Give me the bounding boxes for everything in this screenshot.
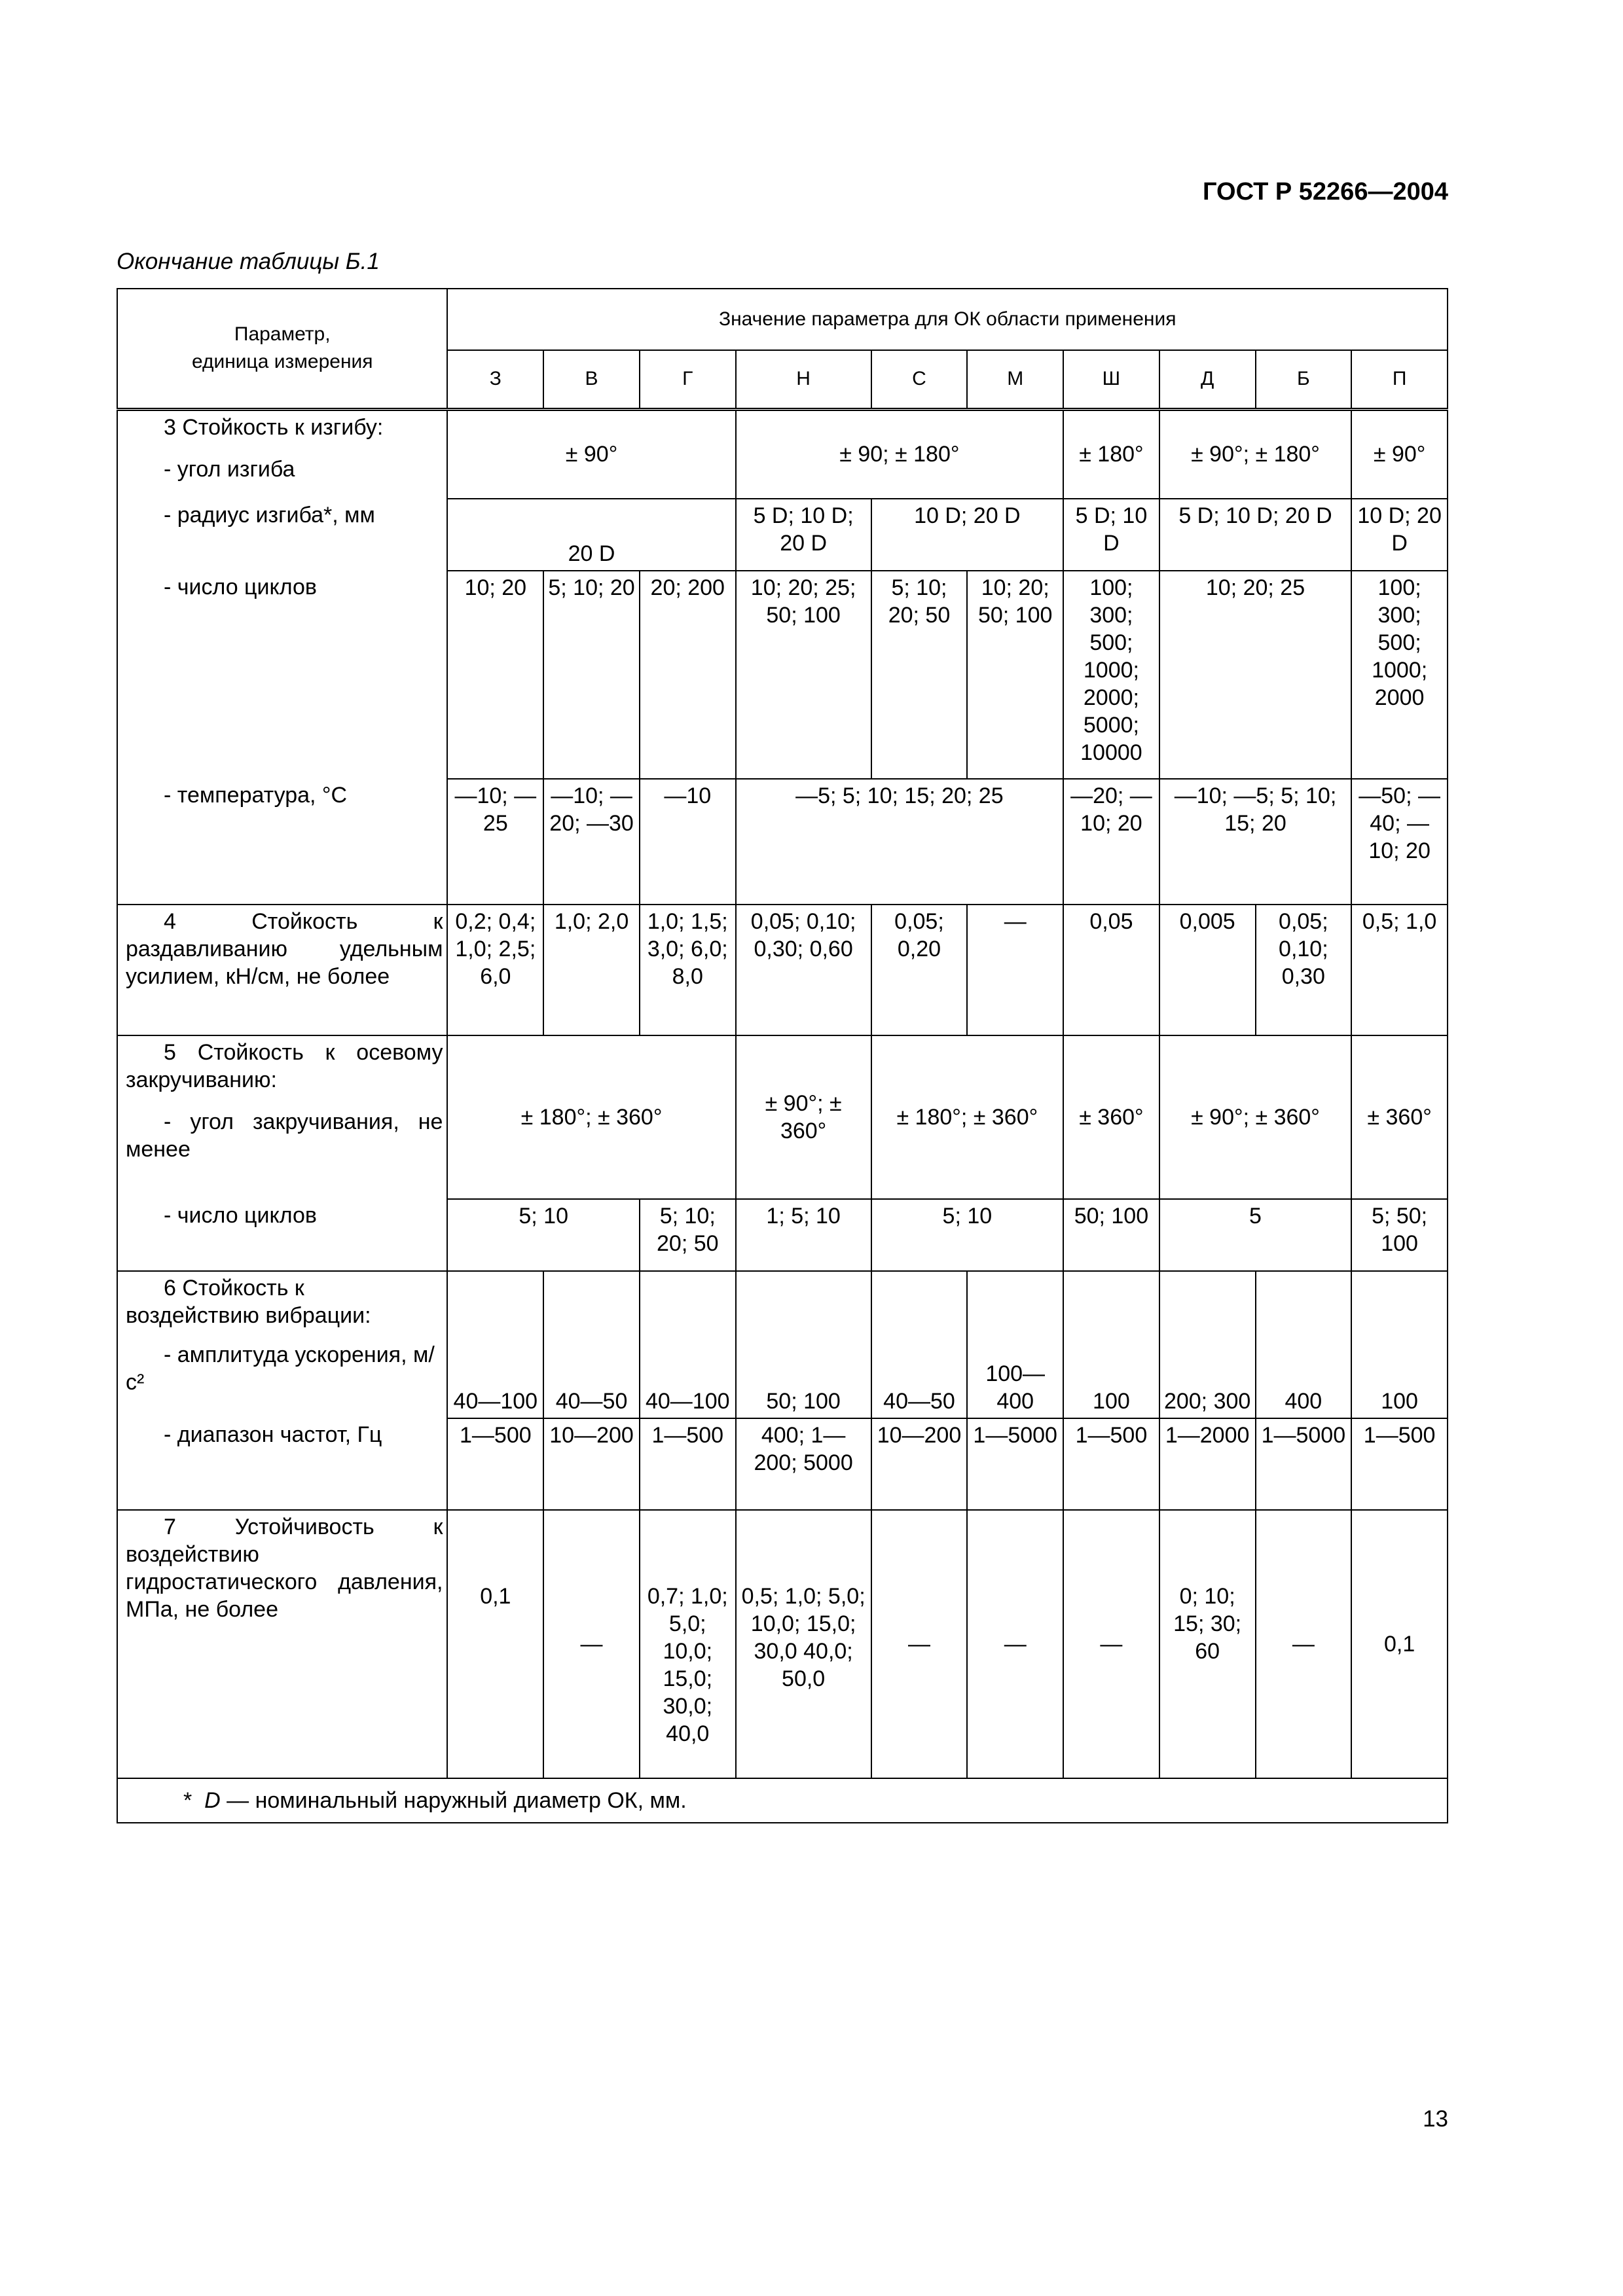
footnote-marker: * [183, 1788, 192, 1813]
value-cell: 100; 300; 500; 1000; 2000; 5000; 10000 [1063, 571, 1159, 779]
value-cell: 400 [1256, 1271, 1352, 1418]
param-cell [117, 779, 447, 905]
value-cell: 5; 10; 20; 50 [871, 571, 968, 779]
value-cell: —10; —25 [447, 779, 543, 905]
column-header: М [967, 350, 1063, 409]
value-cell: 0,1 [447, 1510, 543, 1778]
value-cell: 1,0; 2,0 [543, 905, 640, 1035]
value-cell: ± 180°; ± 360° [447, 1035, 735, 1199]
value-cell: —10 [640, 779, 736, 905]
value-cell: 100—400 [967, 1271, 1063, 1418]
value-cell: 5 D; 10 D [1063, 499, 1159, 571]
value-cell: 10; 20 [447, 571, 543, 779]
value-cell: — [1256, 1510, 1352, 1778]
value-cell: 1—2000 [1159, 1418, 1256, 1510]
value-cell: 10; 20; 50; 100 [967, 571, 1063, 779]
param-cell [117, 409, 447, 499]
column-header: П [1351, 350, 1448, 409]
column-header: Г [640, 350, 736, 409]
value-cell: 5; 50; 100 [1351, 1199, 1448, 1271]
section-title: 5 Стойкость к осевому закручиванию: [126, 1040, 443, 1092]
value-cell: 100 [1351, 1271, 1448, 1418]
page-number: 13 [1423, 2106, 1448, 2132]
value-cell: —10; —5; 5; 10; 15; 20 [1159, 779, 1351, 905]
value-cell: 1—5000 [967, 1418, 1063, 1510]
value-cell: 1—500 [640, 1418, 736, 1510]
value-cell: ± 360° [1351, 1035, 1448, 1199]
value-cell: 10; 20; 25 [1159, 571, 1351, 779]
value-cell: — [1063, 1510, 1159, 1778]
parameters-table [117, 288, 1448, 1823]
value-cell: 0,05 [1063, 905, 1159, 1035]
value-cell: — [967, 1510, 1063, 1778]
value-cell: ± 90° [1351, 409, 1448, 499]
value-cell: 1—500 [447, 1418, 543, 1510]
value-cell: 10; 20; 25; 50; 100 [736, 571, 871, 779]
column-header: Д [1159, 350, 1256, 409]
param-cell [117, 571, 447, 779]
value-cell: ± 180°; ± 360° [871, 1035, 1063, 1199]
value-cell: 100 [1063, 1271, 1159, 1418]
value-cell: —10; —20; —30 [543, 779, 640, 905]
table-footnote [117, 1778, 1448, 1823]
value-cell: 0,7; 1,0; 5,0; 10,0; 15,0; 30,0; 40,0 [640, 1510, 736, 1778]
section-title: 7 Устойчивость к воздействию гидростатического давления, МПа, не более [126, 1515, 443, 1622]
value-cell: 50; 100 [736, 1271, 871, 1418]
column-header: З [447, 350, 543, 409]
value-cell: 1—500 [1063, 1418, 1159, 1510]
value-cell: ± 90°; ± 360° [1159, 1035, 1351, 1199]
value-cell: 50; 100 [1063, 1199, 1159, 1271]
param-cell [117, 1271, 447, 1418]
column-header: Н [736, 350, 871, 409]
value-cell: 5 [1159, 1199, 1351, 1271]
value-cell: 0,5; 1,0; 5,0; 10,0; 15,0; 30,0 40,0; 50,0 [736, 1510, 871, 1778]
column-header: С [871, 350, 968, 409]
value-cell: ± 360° [1063, 1035, 1159, 1199]
value-cell: 10 D; 20 D [1351, 499, 1448, 571]
param-label: - угол изгиба [164, 456, 295, 482]
param-label: - число циклов [164, 575, 317, 600]
value-cell: 100; 300; 500; 1000; 2000 [1351, 571, 1448, 779]
value-cell: ± 90° [447, 409, 735, 499]
value-cell: 0,5; 1,0 [1351, 905, 1448, 1035]
section-title: 6 Стойкость к воздействию вибрации: [126, 1276, 371, 1328]
value-cell: 40—100 [640, 1271, 736, 1418]
value-cell: 0,2; 0,4; 1,0; 2,5; 6,0 [447, 905, 543, 1035]
column-header: Б [1256, 350, 1352, 409]
param-cell [117, 1199, 447, 1271]
value-cell: —20; —10; 20 [1063, 779, 1159, 905]
value-cell: 1,0; 1,5; 3,0; 6,0; 8,0 [640, 905, 736, 1035]
value-cell: — [967, 905, 1063, 1035]
value-cell: 0; 10; 15; 30; 60 [1159, 1510, 1256, 1778]
value-cell: 0,05; 0,20 [871, 905, 968, 1035]
column-header: В [543, 350, 640, 409]
value-cell: 5; 10 [447, 1199, 639, 1271]
footnote-text: — номинальный наружный диаметр ОК, мм. [227, 1788, 687, 1813]
value-cell: ± 90; ± 180° [736, 409, 1063, 499]
value-cell: 20; 200 [640, 571, 736, 779]
value-cell: 1; 5; 10 [736, 1199, 871, 1271]
value-cell: ± 90°; ± 360° [736, 1035, 871, 1199]
param-cell [117, 905, 447, 1035]
value-cell: 5; 10; 20; 50 [640, 1199, 736, 1271]
param-label: - радиус изгиба*, мм [164, 503, 375, 528]
value-cell: —50; —40; —10; 20 [1351, 779, 1448, 905]
section-title: 4 Стойкость к раздавливанию удельным усилием, кН/см, не более [126, 909, 443, 989]
value-cell: 1—500 [1351, 1418, 1448, 1510]
value-cell: 40—50 [871, 1271, 968, 1418]
value-cell: 5 D; 10 D; 20 D [1159, 499, 1351, 571]
value-cell: 5 D; 10 D; 20 D [736, 499, 871, 571]
group-column-header: Значение параметра для ОК области применения [447, 289, 1448, 350]
section-title: 3 Стойкость к изгибу: [164, 414, 384, 440]
value-cell: 0,05; 0,10; 0,30; 0,60 [736, 905, 871, 1035]
value-cell: 1—5000 [1256, 1418, 1352, 1510]
param-label: - число циклов [164, 1203, 317, 1228]
value-cell: ± 180° [1063, 409, 1159, 499]
param-label: - угол закручивания, не менее [126, 1109, 443, 1162]
param-cell [117, 1510, 447, 1778]
value-cell: ± 90°; ± 180° [1159, 409, 1351, 499]
param-label: - температура, °С [164, 783, 348, 808]
table-caption: Окончание таблицы Б.1 [117, 249, 380, 274]
standard-number: ГОСТ Р 52266—2004 [1203, 178, 1448, 206]
param-cell [117, 1418, 447, 1510]
param-label: - амплитуда ускорения, м/с² [126, 1342, 435, 1395]
value-cell: 10—200 [871, 1418, 968, 1510]
column-header: Ш [1063, 350, 1159, 409]
value-cell: 0,1 [1351, 1510, 1448, 1778]
value-cell: 40—50 [543, 1271, 640, 1418]
param-column-header: Параметр, единица измерения [117, 289, 447, 409]
value-cell: 0,05; 0,10; 0,30 [1256, 905, 1352, 1035]
value-cell: 400; 1—200; 5000 [736, 1418, 871, 1510]
param-cell [117, 1035, 447, 1199]
value-cell: — [871, 1510, 968, 1778]
value-cell: 5; 10; 20 [543, 571, 640, 779]
footnote-symbol: D [204, 1788, 221, 1813]
value-cell: 0,005 [1159, 905, 1256, 1035]
value-cell: 40—100 [447, 1271, 543, 1418]
value-cell: 5; 10 [871, 1199, 1063, 1271]
value-text: 20 D [568, 541, 615, 566]
value-cell [447, 499, 735, 571]
value-cell: —5; 5; 10; 15; 20; 25 [736, 779, 1063, 905]
value-cell: 10 D; 20 D [871, 499, 1063, 571]
value-cell: — [543, 1510, 640, 1778]
value-cell: 200; 300 [1159, 1271, 1256, 1418]
param-label: - диапазон частот, Гц [164, 1422, 382, 1447]
value-cell: 10—200 [543, 1418, 640, 1510]
param-cell [117, 499, 447, 571]
